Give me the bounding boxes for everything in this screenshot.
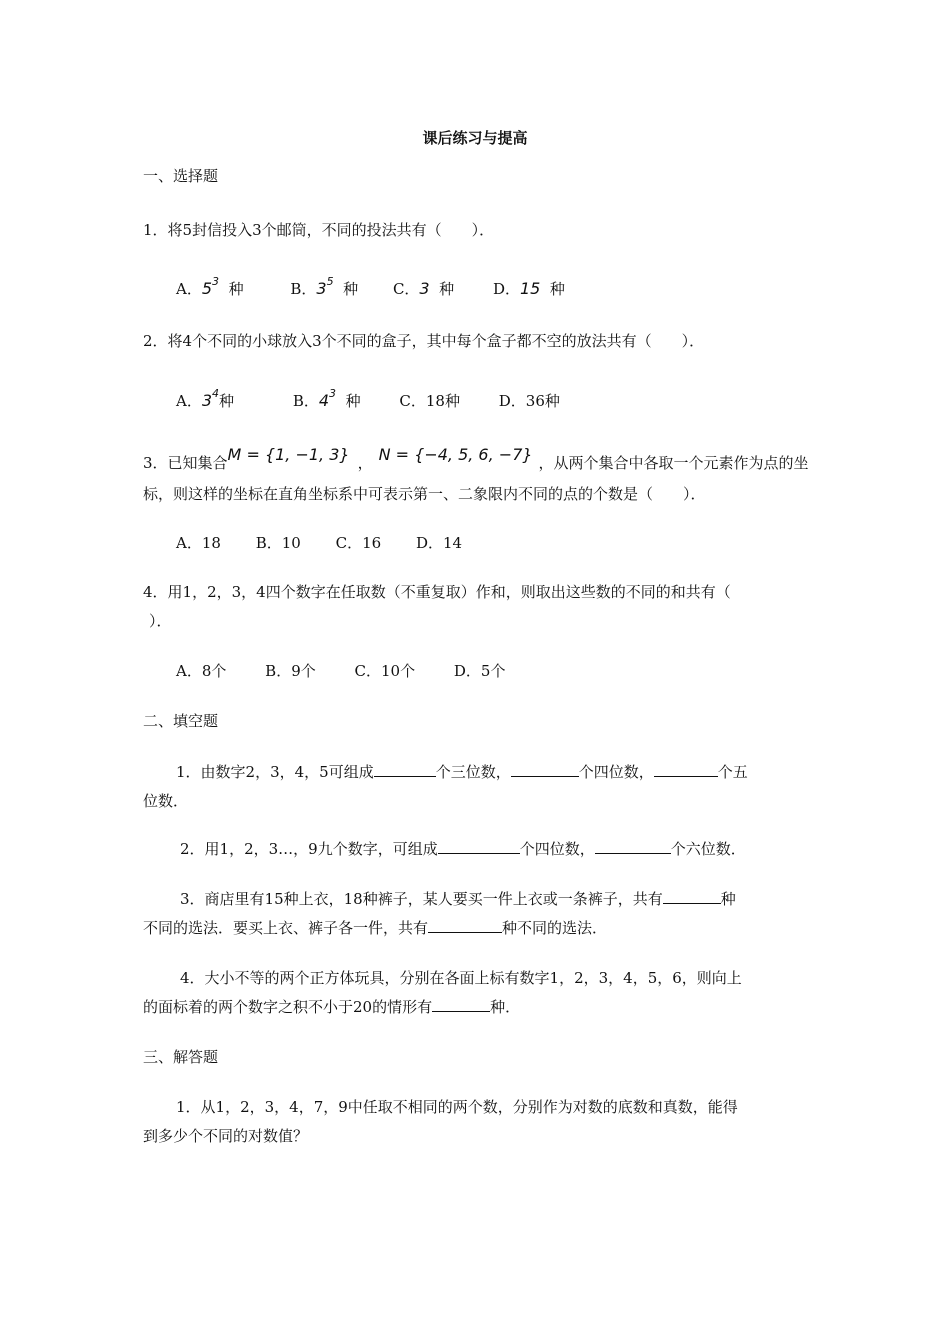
option-d: D．15 种: [492, 279, 565, 298]
option-c: C．16: [335, 534, 382, 552]
option-d: D．5个: [453, 662, 506, 680]
answer-blank[interactable]: [663, 889, 721, 904]
option-b: B．9个: [265, 662, 316, 680]
fill-question-3-line-2: 不同的选法．要买上衣、裤子各一件，共有 种不同的选法．: [143, 919, 608, 937]
answer-blank[interactable]: [432, 997, 490, 1012]
section-heading-solve: 三、解答题: [143, 1048, 219, 1066]
section-heading-choice: 一、选择题: [143, 167, 219, 185]
option-c: C．3 种: [392, 279, 455, 298]
answer-blank[interactable]: [374, 762, 436, 777]
option-a: A．8个: [176, 662, 227, 680]
fill-question-4-line-1: 4．大小不等的两个正方体玩具，分别在各面上标有数字1，2，3，4，5，6，则向上: [180, 969, 742, 987]
fill-question-3-line-1: 3．商店里有15种上衣，18种裤子，某人要买一件上衣或一条裤子，共有 种: [180, 890, 736, 908]
option-b: B．$3^5$ 种: [290, 275, 359, 298]
solve-question-1-line-2: 到多少个不同的对数值？: [143, 1127, 309, 1145]
option-d: D．36种: [498, 392, 560, 410]
question-3-options: [176, 532, 462, 553]
option-a: A．18: [176, 534, 221, 552]
question-1-text: 1．将5封信投入3个邮筒，不同的投法共有（ ）．: [143, 221, 495, 239]
question-4-line-1: 4．用1，2，3，4四个数字在任取数（不重复取）作和，则取出这些数的不同的和共有（: [143, 583, 731, 601]
fill-question-4-line-2: 的面标着的两个数字之积不小于20的情形有 种．: [143, 998, 521, 1016]
question-2-text: 2．将4个不同的小球放入3个不同的盒子，其中每个盒子都不空的放法共有（ ）．: [143, 332, 705, 350]
question-4-options: [176, 660, 505, 681]
option-b: B．10: [255, 534, 301, 552]
answer-blank[interactable]: [595, 839, 671, 854]
question-2-options: [176, 387, 560, 411]
fill-question-1-line-2: 位数．: [143, 792, 189, 810]
option-a: A．$3^4$种: [176, 387, 235, 410]
answer-blank[interactable]: [511, 762, 579, 777]
fill-question-1-line-1: 1．由数字2，3，4，5可组成 个三位数， 个四位数， 个五: [176, 763, 748, 781]
set-n-formula: N = {−4, 5, 6, −7}: [378, 445, 533, 464]
question-3-line-2: 标，则这样的坐标在直角坐标系中可表示第一、二象限内不同的点的个数是（ ）．: [143, 485, 706, 503]
answer-blank[interactable]: [428, 918, 502, 933]
option-a: A．$5^3$ 种: [176, 275, 244, 298]
option-c: C．18种: [399, 392, 460, 410]
answer-blank[interactable]: [654, 762, 718, 777]
fill-question-2: 2．用1，2，3…，9九个数字，可组成 个四位数， 个六位数．: [180, 840, 746, 858]
question-3-line-1: 3．已知集合M = {1, −1, 3} ， N = {−4, 5, 6, −7} ，从两个集合中各取一个元素作为点的坐: [143, 445, 809, 472]
set-m-formula: M = {1, −1, 3}: [227, 445, 350, 464]
question-1-options: [176, 275, 565, 299]
option-b: B．$4^3$ 种: [292, 387, 361, 410]
solve-question-1-line-1: 1．从1，2，3，4，7，9中任取不相同的两个数，分别作为对数的底数和真数，能得: [176, 1098, 738, 1116]
answer-blank[interactable]: [438, 839, 520, 854]
option-d: D．14: [415, 534, 463, 552]
question-4-line-2: ）．: [149, 612, 172, 630]
option-c: C．10个: [354, 662, 416, 680]
page-title: 课后练习与提高: [422, 129, 528, 147]
section-heading-fill: 二、填空题: [143, 712, 219, 730]
